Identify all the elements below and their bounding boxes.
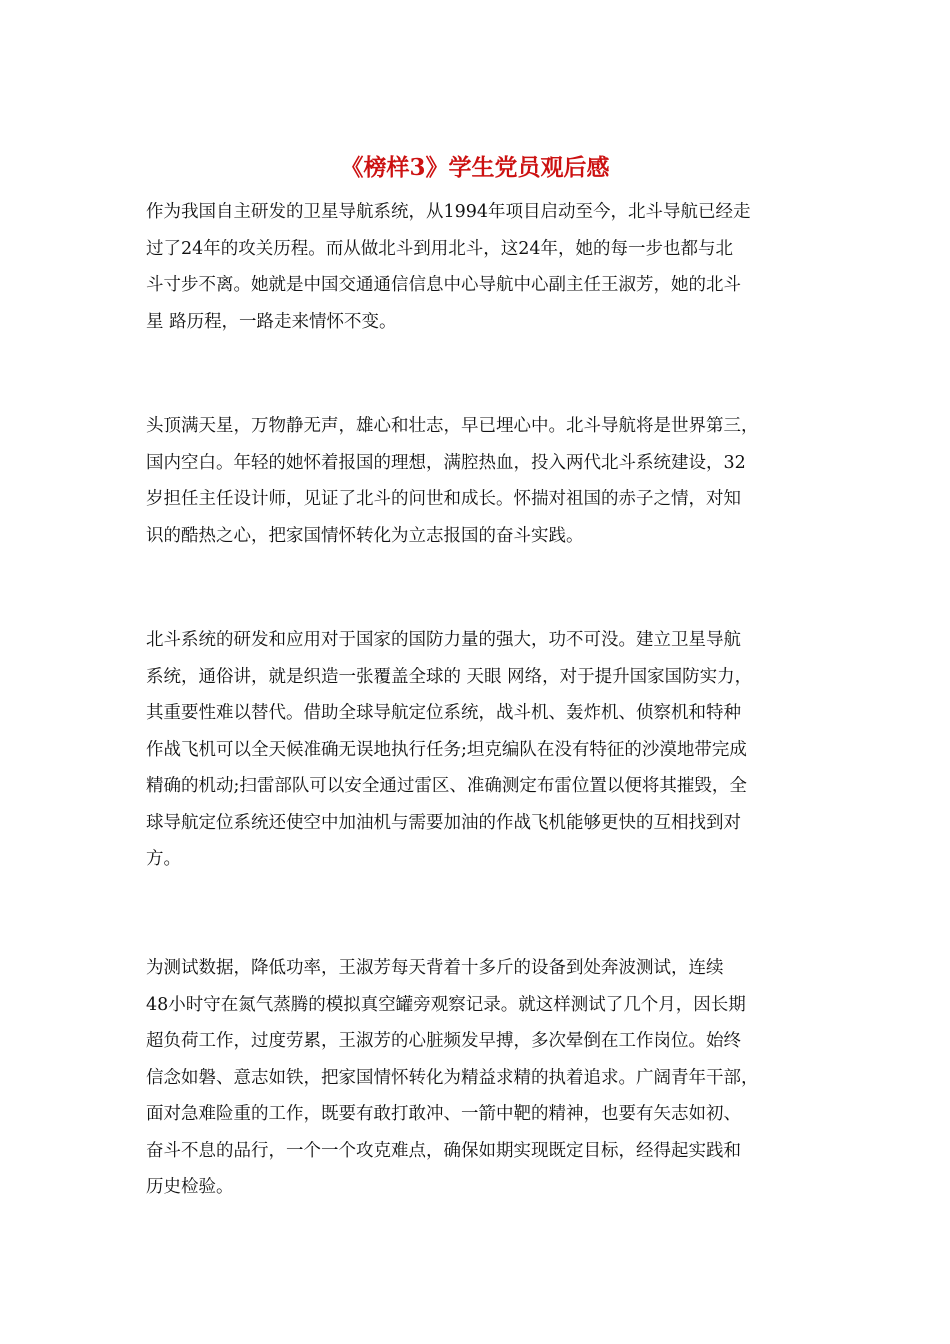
paragraph-line: 历史检验。: [146, 1177, 234, 1197]
paragraph-2: [146, 408, 826, 554]
paragraph-line: 系统，通俗讲，就是织造一张覆盖全球的 天眼 网络，对于提升国家国防实力，: [146, 666, 753, 687]
paragraph-line: 作为我国自主研发的卫星导航系统，从1994年项目启动至今，北斗导航已经走: [146, 202, 751, 222]
paragraph-4: [146, 950, 826, 1206]
paragraph-line: 为测试数据，降低功率，王淑芳每天背着十多斤的设备到处奔波测试，连续: [146, 958, 724, 978]
paragraph-line: 过了24年的攻关历程。而从做北斗到用北斗，这24年，她的每一步也都与北: [146, 238, 734, 259]
paragraph-line: 其重要性难以替代。借助全球导航定位系统，战斗机、轰炸机、侦察机和特种: [146, 703, 741, 723]
paragraph-line: 北斗系统的研发和应用对于国家的国防力量的强大，功不可没。建立卫星导航: [146, 630, 741, 650]
paragraph-line: 岁担任主任设计师，见证了北斗的问世和成长。怀揣对祖国的赤子之情，对知: [146, 489, 741, 509]
paragraph-3: [146, 622, 826, 878]
paragraph-line: 48小时守在氮气蒸腾的模拟真空罐旁观察记录。就这样测试了几个月，因长期: [146, 994, 746, 1015]
paragraph-line: 星 路历程，一路走来情怀不变。: [146, 311, 397, 332]
paragraph-line: 球导航定位系统还使空中加油机与需要加油的作战飞机能够更快的互相找到对: [146, 812, 741, 833]
paragraph-line: 国内空白。年轻的她怀着报国的理想，满腔热血，投入两代北斗系统建设，32: [146, 452, 746, 473]
paragraph-line: 作战飞机可以全天候准确无误地执行任务;坦克编队在没有特征的沙漠地带完成: [146, 739, 747, 760]
paragraph-line: 奋斗不息的品行，一个一个攻克难点，确保如期实现既定目标，经得起实践和: [146, 1140, 741, 1161]
paragraph-line: 面对急难险重的工作，既要有敢打敢冲、一箭中靶的精神，也要有矢志如初、: [146, 1104, 741, 1124]
paragraph-1: [146, 194, 826, 340]
paragraph-line: 超负荷工作，过度劳累，王淑芳的心脏频发早搏，多次晕倒在工作岗位。始终: [146, 1031, 741, 1051]
paragraph-line: 精确的机动;扫雷部队可以安全通过雷区、准确测定布雷位置以便将其摧毁，全: [146, 776, 747, 796]
paragraph-line: 斗寸步不离。她就是中国交通通信信息中心导航中心副主任王淑芳，她的北斗: [146, 275, 741, 295]
paragraph-line: 头顶满天星，万物静无声，雄心和壮志，早已埋心中。北斗导航将是世界第三，: [146, 416, 759, 436]
paragraph-line: 方。: [146, 849, 181, 869]
document-title: 《榜样3》学生党员观后感: [340, 154, 610, 181]
paragraph-line: 信念如磐、意志如铁，把家国情怀转化为精益求精的执着追求。广阔青年干部，: [146, 1067, 759, 1088]
paragraph-line: 识的酷热之心，把家国情怀转化为立志报国的奋斗实践。: [146, 525, 584, 546]
